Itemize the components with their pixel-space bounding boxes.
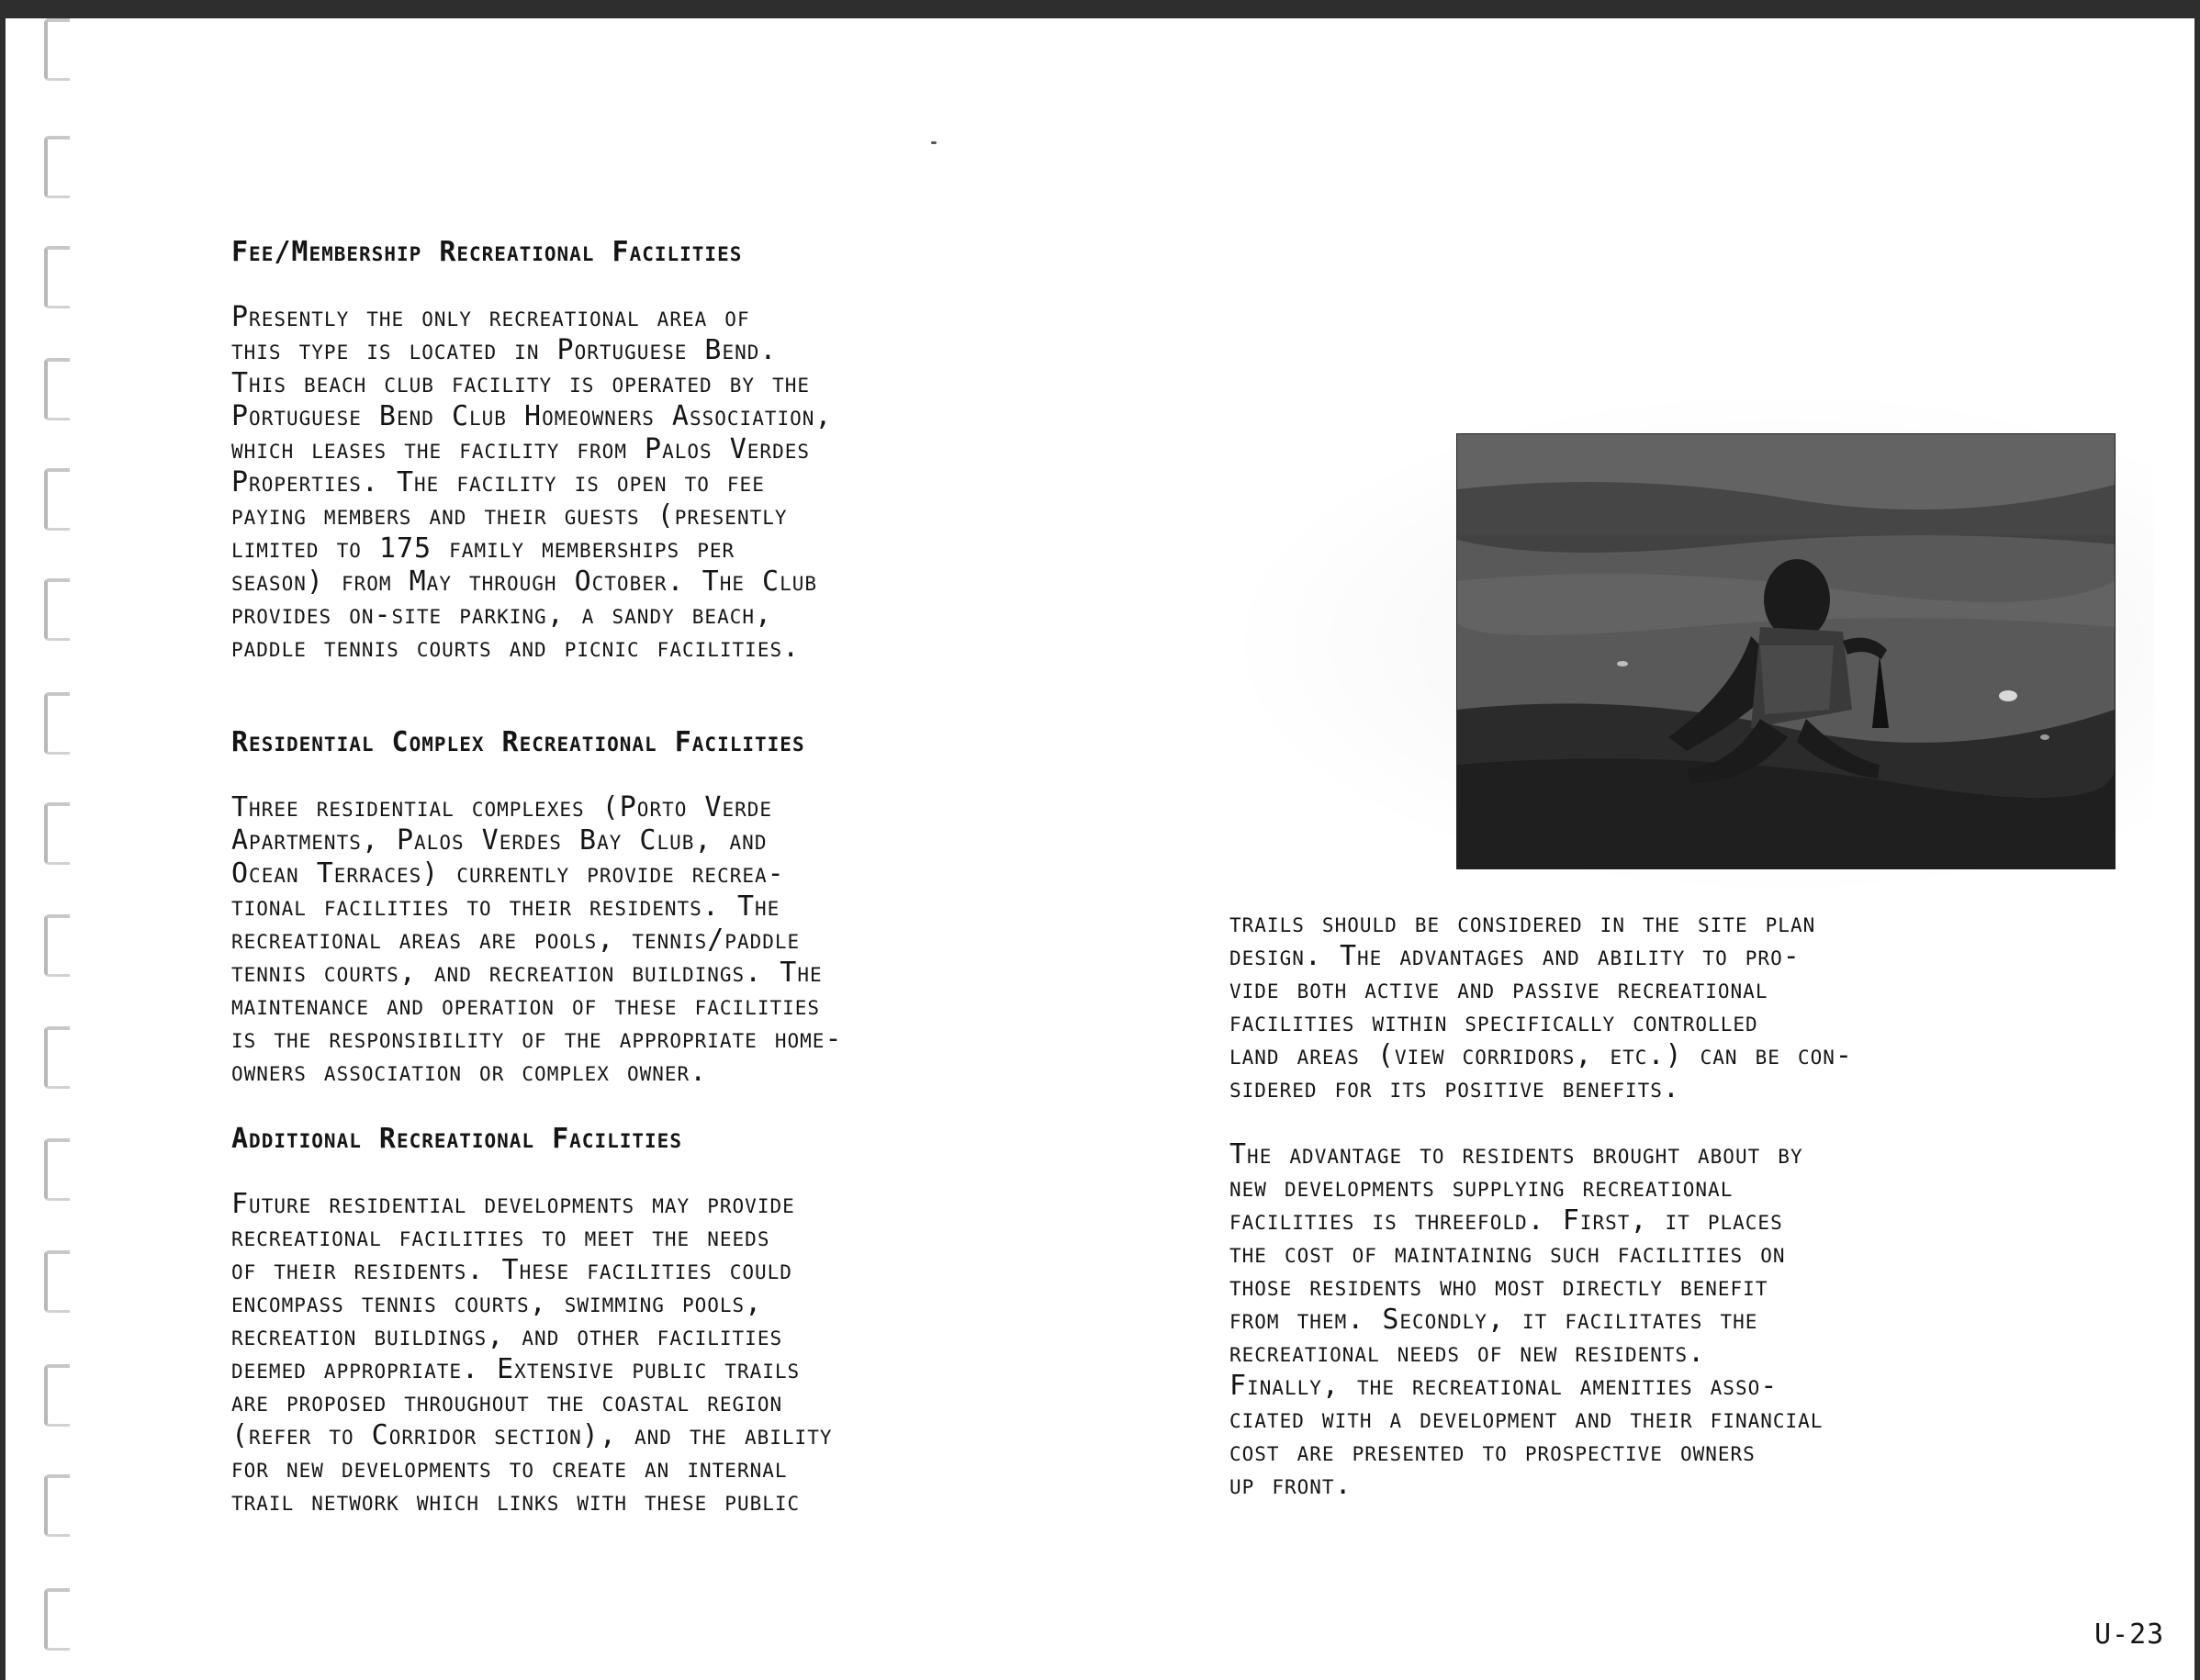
text-line: sidered for its positive benefits. xyxy=(1229,1072,1680,1104)
text-line: recreation buildings, and other facilities xyxy=(231,1320,783,1352)
text-line: Ocean Terraces) currently provide recrea- xyxy=(231,857,785,890)
text-line: Future residential developments may provide xyxy=(231,1188,795,1220)
binder-ring xyxy=(44,18,70,81)
binder-ring xyxy=(44,1138,70,1201)
binder-ring xyxy=(44,692,70,755)
text-line: the cost of maintaining such facilities on xyxy=(1229,1238,1786,1270)
paragraph-fee-membership xyxy=(231,301,832,665)
section-heading-additional: Additional Recreational Facilities xyxy=(231,1123,682,1155)
text-line: Presently the only recreational area of xyxy=(231,301,750,333)
text-line: paddle tennis courts and picnic facilities. xyxy=(231,632,801,664)
text-line: Apartments, Palos Verdes Bay Club, and xyxy=(231,824,768,857)
binder-ring xyxy=(44,1588,70,1651)
text-line: trail network which links with these public xyxy=(231,1485,801,1518)
text-line: recreational facilities to meet the needs xyxy=(231,1221,770,1253)
binder-ring xyxy=(44,136,70,198)
text-line: land areas (view corridors, etc.) can be con- xyxy=(1229,1039,1853,1071)
text-line: those residents who most directly benefit xyxy=(1229,1271,1768,1303)
document-page xyxy=(6,18,2194,1680)
page-number: U-23 xyxy=(2094,1618,2165,1651)
text-line: ciated with a development and their financial xyxy=(1229,1403,1824,1435)
text-line: The advantage to residents brought about by xyxy=(1229,1138,1803,1170)
text-line: is the responsibility of the appropriate home- xyxy=(231,1023,843,1055)
text-line: (refer to Corridor section), and the ability xyxy=(231,1419,833,1451)
text-line: recreational needs of new residents. xyxy=(1229,1337,1706,1369)
text-line: facilities is threefold. First, it places xyxy=(1229,1204,1783,1237)
text-line: season) from May through October. The Club xyxy=(231,566,818,598)
text-line: tional facilities to their residents. The xyxy=(231,890,780,923)
text-line: maintenance and operation of these facilities xyxy=(231,990,821,1022)
text-line: limited to 175 family memberships per xyxy=(231,532,735,565)
scan-speck xyxy=(931,141,937,144)
binder-ring xyxy=(44,1026,70,1089)
text-line: for new developments to create an internal xyxy=(231,1452,788,1484)
paragraph-advantages xyxy=(1229,1138,1823,1502)
paragraph-residential-complex xyxy=(231,791,843,1089)
text-line: facilities within specifically controlled xyxy=(1229,1006,1758,1038)
paragraph-additional xyxy=(231,1188,832,1518)
binder-ring xyxy=(44,1250,70,1313)
binder-ring xyxy=(44,802,70,865)
text-line: recreational areas are pools, tennis/paddle xyxy=(231,924,801,956)
binder-ring xyxy=(44,468,70,531)
text-line: deemed appropriate. Extensive public trails xyxy=(231,1353,801,1385)
text-line: Properties. The facility is open to fee xyxy=(231,466,765,498)
text-line: which leases the facility from Palos Verdes xyxy=(231,433,810,465)
paragraph-trails-continued xyxy=(1229,907,1853,1105)
beach-photo xyxy=(1456,433,2116,869)
text-line: up front. xyxy=(1229,1469,1353,1501)
text-line: This beach club facility is operated by the xyxy=(231,367,810,399)
text-line: provides on-site parking, a sandy beach, xyxy=(231,599,773,631)
text-line: tennis courts, and recreation buildings. The xyxy=(231,957,823,989)
text-line: owners association or complex owner. xyxy=(231,1056,708,1088)
text-line: cost are presented to prospective owners xyxy=(1229,1436,1756,1468)
text-line: trails should be considered in the site plan xyxy=(1229,907,1816,939)
binder-ring xyxy=(44,246,70,308)
text-line: this type is located in Portuguese Bend. xyxy=(231,334,778,366)
text-line: Finally, the recreational amenities asso- xyxy=(1229,1370,1779,1402)
text-line: are proposed throughout the coastal region xyxy=(231,1386,783,1418)
binder-ring xyxy=(44,578,70,641)
child-on-beach-illustration xyxy=(1457,434,2115,868)
binder-ring xyxy=(44,1474,70,1537)
text-line: of their residents. These facilities could xyxy=(231,1254,792,1286)
text-line: design. The advantages and ability to pro- xyxy=(1229,940,1801,972)
text-line: vide both active and passive recreational xyxy=(1229,973,1768,1005)
text-line: Portuguese Bend Club Homeowners Association, xyxy=(231,400,833,432)
text-line: Three residential complexes (Porto Verde xyxy=(231,791,773,823)
text-line: encompass tennis courts, swimming pools, xyxy=(231,1287,763,1319)
text-line: from them. Secondly, it facilitates the xyxy=(1229,1304,1758,1336)
binder-ring xyxy=(44,358,70,420)
text-line: new developments supplying recreational xyxy=(1229,1171,1734,1204)
text-line: paying members and their guests (presently xyxy=(231,499,788,532)
section-heading-residential-complex: Residential Complex Recreational Facilities xyxy=(231,726,805,758)
binder-ring xyxy=(44,914,70,977)
binder-ring xyxy=(44,1364,70,1427)
section-heading-fee-membership: Fee/Membership Recreational Facilities xyxy=(231,236,743,268)
